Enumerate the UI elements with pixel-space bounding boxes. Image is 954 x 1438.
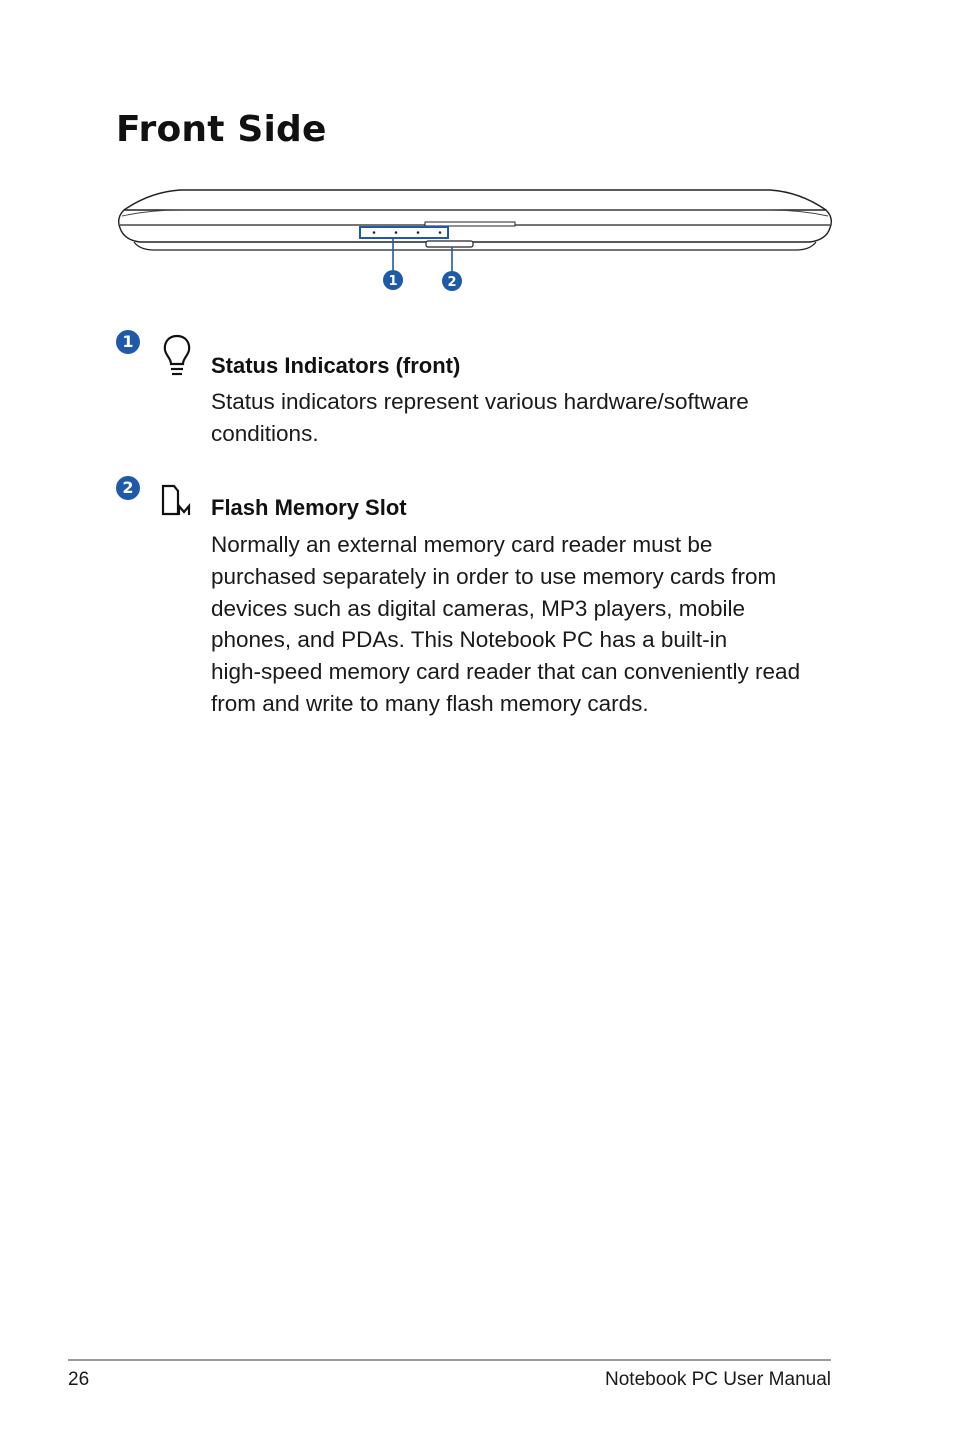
item-title: Status Indicators (front)	[211, 353, 461, 378]
flash-slot-highlight	[426, 241, 473, 247]
flash-memory-slot-section	[0, 474, 954, 734]
description-line: from and write to many flash memory cards.	[211, 690, 649, 716]
footer-divider	[68, 1359, 831, 1361]
callout-1	[383, 270, 403, 290]
item-description	[211, 386, 841, 450]
svg-text:2: 2	[447, 275, 457, 290]
description-line: Normally an external memory card reader must be	[211, 532, 713, 557]
description-line: Status indicators represent various hardware/software	[211, 389, 749, 414]
description-line: phones, and PDAs. This Notebook PC has a built-in	[211, 627, 728, 653]
item-number-badge: 2	[116, 476, 140, 500]
page-number: 26	[68, 1369, 90, 1390]
svg-text:1: 1	[388, 274, 398, 289]
memory-card-icon	[160, 482, 194, 522]
item-number-badge: 1	[116, 330, 140, 354]
lightbulb-icon	[160, 332, 194, 372]
status-indicators-section	[0, 330, 954, 460]
item-description	[211, 529, 841, 720]
description-line: conditions.	[211, 420, 319, 446]
page-title: Front Side	[116, 109, 327, 150]
description-line: purchased separately in order to use memory cards from	[211, 563, 777, 589]
manual-title: Notebook PC User Manual	[605, 1369, 831, 1390]
callout-2	[442, 271, 462, 291]
laptop-front-illustration	[110, 180, 840, 300]
item-title: Flash Memory Slot	[211, 495, 407, 520]
description-line: high-speed memory card reader that can conveniently read	[211, 659, 801, 685]
description-line: devices such as digital cameras, MP3 players, mobile	[211, 595, 745, 621]
